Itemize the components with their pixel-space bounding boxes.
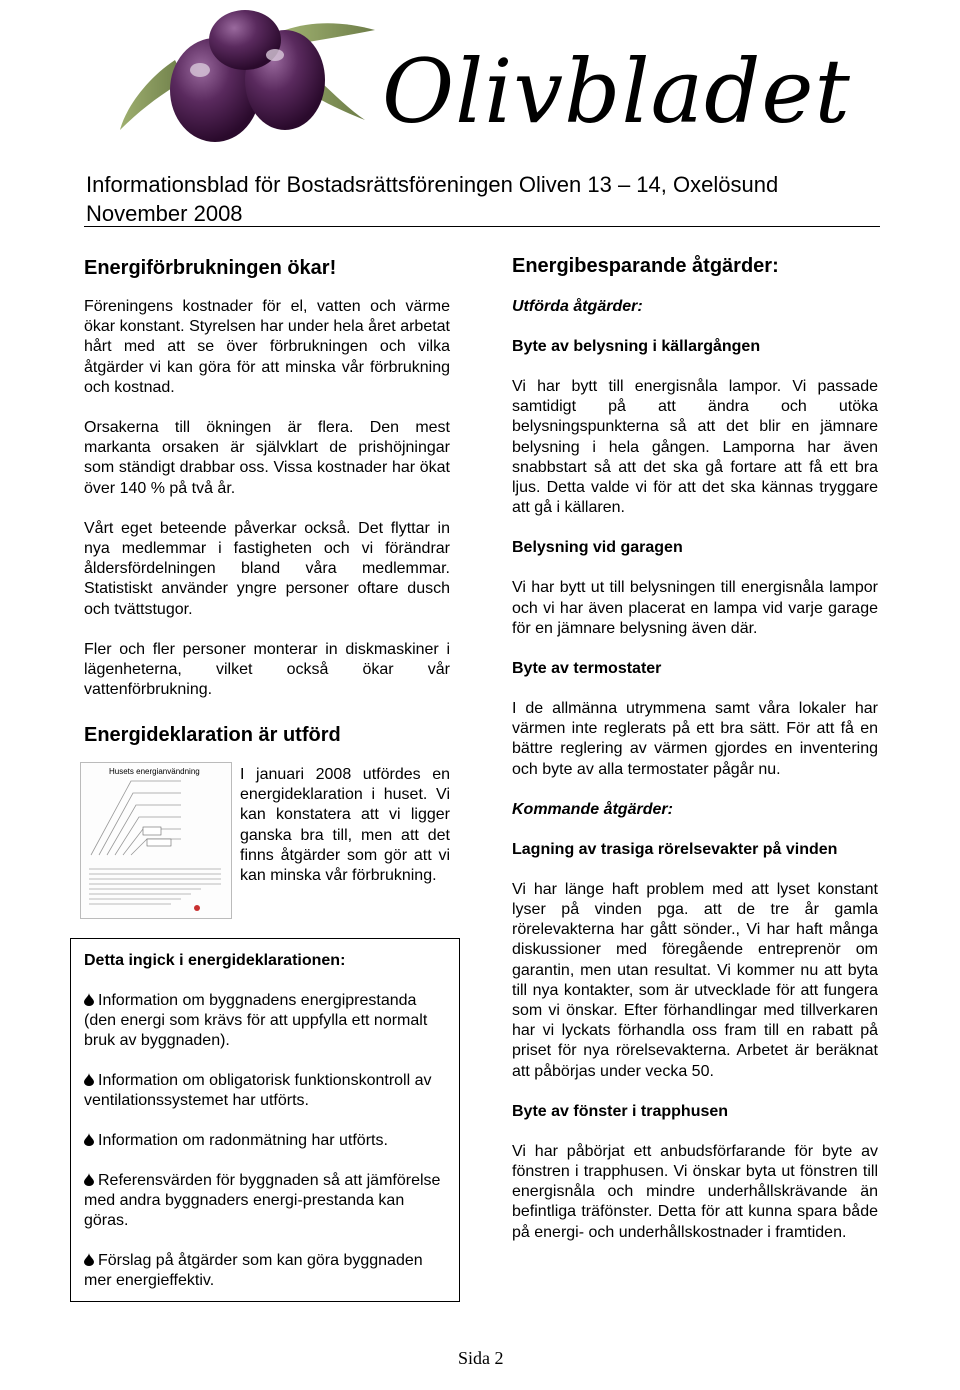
- paragraph-dishwashers: Fler och fler personer monterar in diskmaskiner i lägenheterna, vilket också ökar vår vattenförbrukning.: [84, 640, 450, 699]
- title-thermostats: Byte av termostater: [512, 660, 662, 678]
- box-item: Information om byggnadens energiprestanda (den energi som krävs för att uppfylla ett normalt bruk av byggnaden).: [84, 992, 428, 1049]
- drop-bullet-icon: [84, 1073, 94, 1086]
- paragraph-garage-lighting: Vi har bytt ut till belysningen till energisnåla lampor och vi har även placerat en lampa vid varje garage för en jämnare belysning även där.: [512, 579, 878, 637]
- page-number: Sida 2: [458, 1348, 504, 1368]
- paragraph-causes: Orsakerna till ökningen är flera. Den mest markanta orsaken är självklart de prishöjningar som ständigt drabbar oss. Vissa kostnader har ökat över 140 % på två år.: [84, 419, 450, 497]
- paragraph-motion-sensors: Vi har länge haft problem med att lyset konstant lyser på vinden pga. att de tre år gamla rörelevakterna har gått sönder., Vi har haft många diskussioner med föregående entreprenör om garantin, men utan resultat. Vi kommer nu att byta till nya kontakter, som är utvecklade för att fungera som vi önskar. Efter förhandlingar med tillverkaren har vi lyckats förhandla oss fram till en rabatt på priset för nya rörelsevakterna. Arbetet är beräknat att påbörjas under vecka 50.: [512, 880, 878, 1080]
- title-basement-lighting: Byte av belysning i källargången: [512, 338, 761, 355]
- figure-title: Husets energianvändning: [109, 767, 200, 776]
- paragraph-stairwell-windows: Vi har påbörjat ett anbudsförfarande för byte av fönstren i trapphusen. Vi önskar byta ut fönstren till energisnåla och mindre underhållskrävande än befintliga träfönster. Detta för att kunna spara både på energi- och underhållskostnader i framtiden.: [512, 1142, 878, 1241]
- box-item: Förslag på åtgärder som kan göra byggnaden mer energieffektiv.: [84, 1252, 423, 1289]
- left-column: [84, 255, 450, 748]
- heading-completed-measures: Utförda åtgärder:: [512, 298, 643, 315]
- subtitle-line-1: Informationsblad för Bostadsrättsföreningen Oliven 13 – 14, Oxelösund: [86, 172, 779, 197]
- drop-bullet-icon: [84, 993, 94, 1006]
- paragraph-behaviour: Vårt eget beteende påverkar också. Det flyttar in nya medlemmar i fastigheten och vi förändrar åldersfördelningen bland våra medlemmar. Statistiskt använder yngre personer oftare dusch och tvättstugor.: [84, 519, 450, 618]
- declaration-contents: [84, 951, 450, 1291]
- title-stairwell-windows: Byte av fönster i trapphusen: [512, 1102, 729, 1120]
- subtitle-line-2: November 2008: [86, 201, 243, 226]
- declaration-text: [240, 765, 450, 886]
- heading-energy-declaration: Energideklaration är utförd: [84, 724, 341, 747]
- heading-energy-consumption: Energiförbrukningen ökar!: [84, 257, 337, 279]
- energy-declaration-figure: [80, 762, 232, 919]
- title-motion-sensors: Lagning av trasiga rörelsevakter på vinden: [512, 840, 838, 858]
- masthead-title: Olivbladet: [382, 40, 851, 143]
- paragraph-thermostats: I de allmänna utrymmena samt våra lokaler har värmen inte reglerats på ett bra sätt. För att få en bättre reglering av värmen gjordes en inventering och byte av alla termostater pågår nu.: [512, 700, 878, 778]
- box-item: Information om radonmätning har utförts.: [84, 1131, 450, 1151]
- heading-upcoming-measures: Kommande åtgärder:: [512, 800, 673, 818]
- box-heading: Detta ingick i energideklarationen:: [84, 952, 346, 969]
- box-item: Information om obligatorisk funktionskontroll av ventilationssystemet har utförts.: [84, 1072, 432, 1109]
- energy-scale-diagram: [81, 763, 231, 918]
- olive-logo: [115, 0, 395, 160]
- drop-bullet-icon: [84, 1133, 94, 1146]
- title-garage-lighting: Belysning vid garagen: [512, 539, 683, 557]
- right-column: [512, 253, 878, 1243]
- drop-bullet-icon: [84, 1173, 94, 1186]
- heading-energy-saving: Energibesparande åtgärder:: [512, 255, 779, 277]
- paragraph-declaration: I januari 2008 utfördes en energideklaration i huset. Vi kan konstatera att vi ligger ganska bra till, men att det finns åtgärder som gör att vi kan minska vår förbrukning.: [240, 766, 450, 885]
- header-rule: [84, 226, 880, 227]
- drop-bullet-icon: [84, 1253, 94, 1266]
- paragraph-costs: Föreningens kostnader för el, vatten och värme ökar konstant. Styrelsen har under hela året arbetat hårt med att se över förbrukningen och vilka åtgärder vi kan göra för att minska vår förbrukning och kostnad.: [84, 298, 450, 396]
- paragraph-basement-lighting: Vi har bytt till energisnåla lampor. Vi passade samtidigt på att ändra och utöka belysningspunkterna så att det blir en jämnare belysning i hela gången. Lamporna har även snabbstart så att det ska gå fortare att få ett bra ljus. Detta valde vi för att det ska kännas tryggare att gå i källaren.: [512, 378, 878, 517]
- newsletter-subtitle: [86, 170, 886, 228]
- box-item: Referensvärden för byggnaden så att jämförelse med andra byggnaders energi-prestanda kan göras.: [84, 1172, 441, 1229]
